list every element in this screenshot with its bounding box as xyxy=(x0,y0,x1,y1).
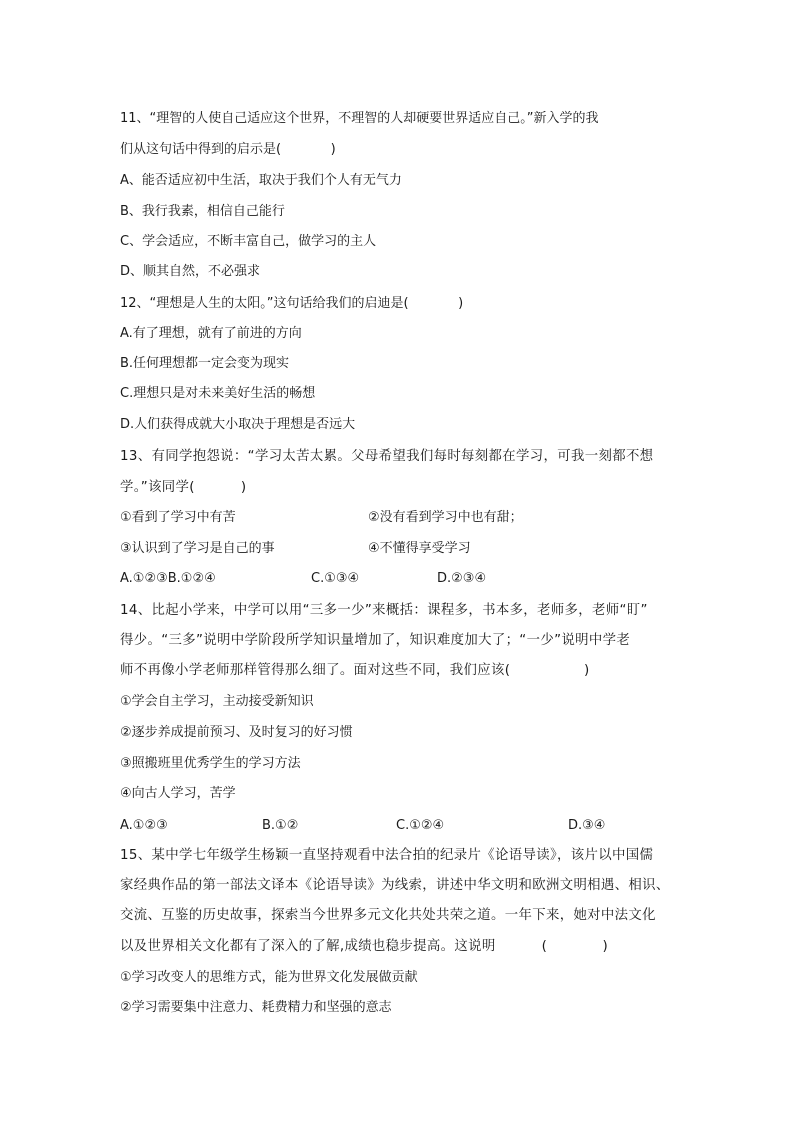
question-13-statement-2: ②没有看到学习中也有甜； xyxy=(368,510,523,525)
question-14-line-3: 师不再像小学老师那样管得那么细了。面对这些不同，我们应该( ) xyxy=(120,663,590,678)
question-14-choice-a: A.①②③ xyxy=(120,818,168,833)
question-13-line-1: 13、有同学抱怨说：“学习太苦太累。父母希望我们每时每刻都在学习，可我一刻都不想 xyxy=(120,449,654,464)
question-14-statement-1: ①学会自主学习，主动接受新知识 xyxy=(120,694,314,709)
question-14-line-2: 得少。“三多”说明中学阶段所学知识量增加了，知识难度加大了；“一少”说明中学老 xyxy=(120,633,631,648)
question-12-line-1: 12、“理想是人生的太阳。”这句话给我们的启迪是( ) xyxy=(120,296,464,311)
question-13-statement-3: ③认识到了学习是自己的事 xyxy=(120,541,275,556)
question-12-option-d: D.人们获得成就大小取决于理想是否远大 xyxy=(120,417,356,432)
question-11-option-b: B、我行我素，相信自己能行 xyxy=(120,204,285,219)
question-15-statement-1: ①学习改变人的思维方式，能为世界文化发展做贡献 xyxy=(120,970,418,985)
question-15-statement-2: ②学习需要集中注意力、耗费精力和坚强的意志 xyxy=(120,1000,392,1015)
question-15-line-2: 家经典作品的第一部法文译本《论语导读》为线索，讲述中华文明和欧洲文明相遇、相识、 xyxy=(120,878,670,893)
question-13-line-2: 学。”该同学( ) xyxy=(120,480,247,495)
question-11-line-2: 们从这句话中得到的启示是( ) xyxy=(120,142,336,157)
question-14-choice-b: B.①② xyxy=(262,818,299,833)
question-13-statement-4: ④不懂得享受学习 xyxy=(368,541,471,556)
question-14-choice-c: C.①②④ xyxy=(396,818,445,833)
question-11-option-c: C、学会适应，不断丰富自己，做学习的主人 xyxy=(120,234,377,249)
question-15-line-3: 交流、互鉴的历史故事，探索当今世界多元文化共处共荣之道。一年下来，她对中法文化 xyxy=(120,908,656,923)
question-12-option-a: A.有了理想，就有了前进的方向 xyxy=(120,326,302,341)
question-11-line-1: 11、“理智的人使自己适应这个世界，不理智的人却硬要世界适应自己。”新入学的我 xyxy=(120,111,599,126)
question-14-statement-4: ④向古人学习，苦学 xyxy=(120,786,236,801)
question-14-statement-2: ②逐步养成提前预习、及时复习的好习惯 xyxy=(120,725,353,740)
question-13-choice-ab: A.①②③B.①②④ xyxy=(120,571,216,586)
question-13-choice-c: C.①③④ xyxy=(311,571,360,586)
question-15-line-4: 以及世界相关文化都有了深入的了解,成绩也稳步提高。这说明 ( ) xyxy=(120,939,609,954)
question-14-line-1: 14、比起小学来，中学可以用“三多一少”来概括：课程多，书本多，老师多，老师“盯” xyxy=(120,603,648,618)
question-11-option-a: A、能否适应初中生活，取决于我们个人有无气力 xyxy=(120,173,402,188)
question-12-option-c: C.理想只是对未来美好生活的畅想 xyxy=(120,386,316,401)
question-12-option-b: B.任何理想都一定会变为现实 xyxy=(120,356,290,371)
question-13-choice-d: D.②③④ xyxy=(437,571,487,586)
question-14-statement-3: ③照搬班里优秀学生的学习方法 xyxy=(120,756,301,771)
question-15-line-1: 15、某中学七年级学生杨颖一直坚持观看中法合拍的纪录片《论语导读》，该片以中国儒 xyxy=(120,848,654,863)
question-14-choice-d: D.③④ xyxy=(568,818,606,833)
question-11-option-d: D、顺其自然，不必强求 xyxy=(120,264,261,279)
question-13-statement-1: ①看到了学习中有苦 xyxy=(120,510,236,525)
